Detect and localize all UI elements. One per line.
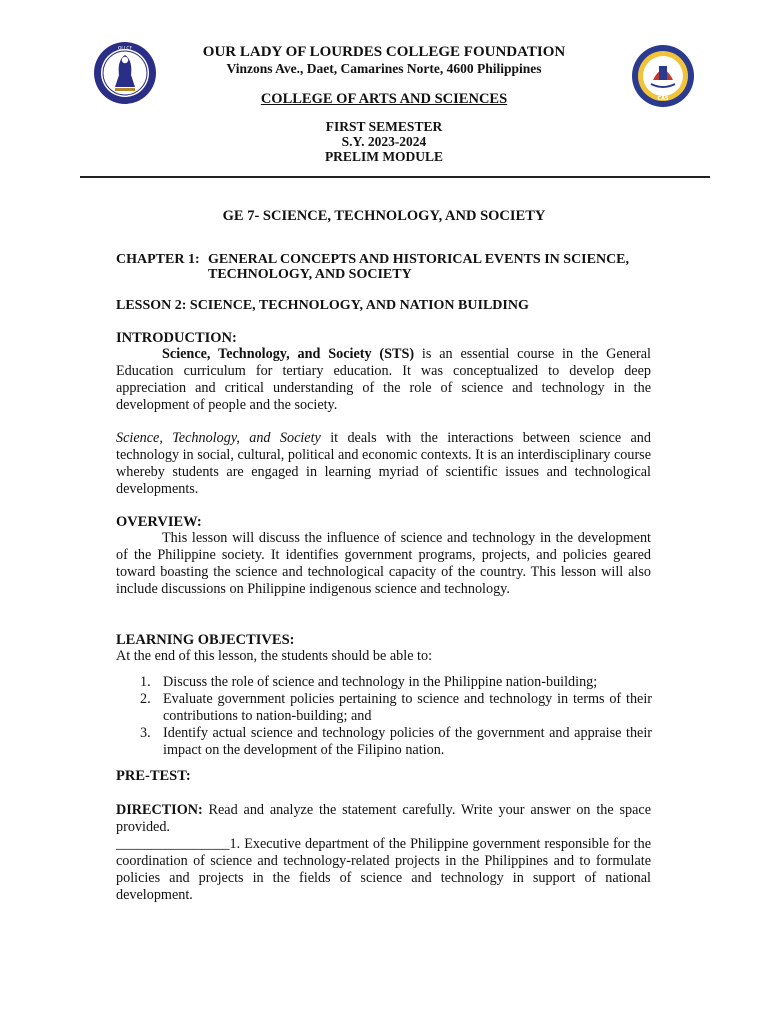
introduction-heading: INTRODUCTION: (116, 330, 237, 346)
objective-item: 1. Discuss the role of science and technology in the Philippine nation-building; (140, 674, 598, 690)
module-label: PRELIM MODULE (324, 149, 444, 164)
objective-item: 3. Identify actual science and technology policies of the government and appraise their impact on the development of the Filipino nation. (140, 725, 652, 758)
svg-text:CAS: CAS (657, 96, 669, 102)
svg-text:OLLCF: OLLCF (117, 46, 133, 52)
objectives-intro: At the end of this lesson, the students should be able to: (116, 648, 433, 664)
objective-item: 2. Evaluate government policies pertaining to science and technology in terms of their contributions to nation-building; and (140, 691, 652, 724)
introduction-paragraph-2: Science, Technology, and Society it deals with the interactions between science and technology in social, cultural, political and economic contexts. It is an interdisciplinary course whereby students are engaged in learning myriad of scientific issues and technological developments. (116, 430, 651, 497)
objectives-heading: LEARNING OBJECTIVES: (116, 632, 295, 648)
college-name: COLLEGE OF ARTS AND SCIENCES (260, 91, 508, 107)
institution-name: OUR LADY OF LOURDES COLLEGE FOUNDATION (202, 44, 566, 60)
school-year: S.Y. 2023-2024 (341, 134, 427, 149)
institution-address: Vinzons Ave., Daet, Camarines Norte, 4600 Philippines (226, 61, 542, 76)
chapter-title-line1: GENERAL CONCEPTS AND HISTORICAL EVENTS IN SCIENCE, (208, 252, 630, 267)
pretest-question-1: ________________1. Executive department of the Philippine government responsible for the coordination of science and technology-related projects in the Philippines and to formulate policies and projects in the fields of science and technology in support of national development. (116, 836, 651, 903)
introduction-paragraph-1: Science, Technology, and Society (STS) is an essential course in the General Education curriculum for tertiary education. It was conceptualized to develop deep appreciation and critical understanding of the role of science and technology in the development of people and the society. (116, 346, 651, 413)
header-divider (80, 176, 710, 178)
course-title: GE 7- SCIENCE, TECHNOLOGY, AND SOCIETY (222, 208, 546, 224)
pretest-direction: DIRECTION: Read and analyze the statement carefully. Write your answer on the space provided. (116, 802, 651, 835)
semester: FIRST SEMESTER (325, 119, 443, 134)
answer-blank[interactable]: ________________ (116, 836, 230, 852)
overview-paragraph: This lesson will discuss the influence of science and technology in the development of the Philippine society. It identifies government programs, projects, and policies geared toward boasting the science and technological capacity of the country. This lesson will also include discussions on Philippine indigenous science and technology. (116, 530, 651, 597)
lesson-title: LESSON 2: SCIENCE, TECHNOLOGY, AND NATION BUILDING (116, 298, 529, 313)
overview-heading: OVERVIEW: (116, 514, 202, 530)
chapter-label: CHAPTER 1: (116, 252, 200, 267)
chapter-title-line2: TECHNOLOGY, AND SOCIETY (208, 267, 412, 282)
pretest-heading: PRE-TEST: (116, 768, 191, 784)
